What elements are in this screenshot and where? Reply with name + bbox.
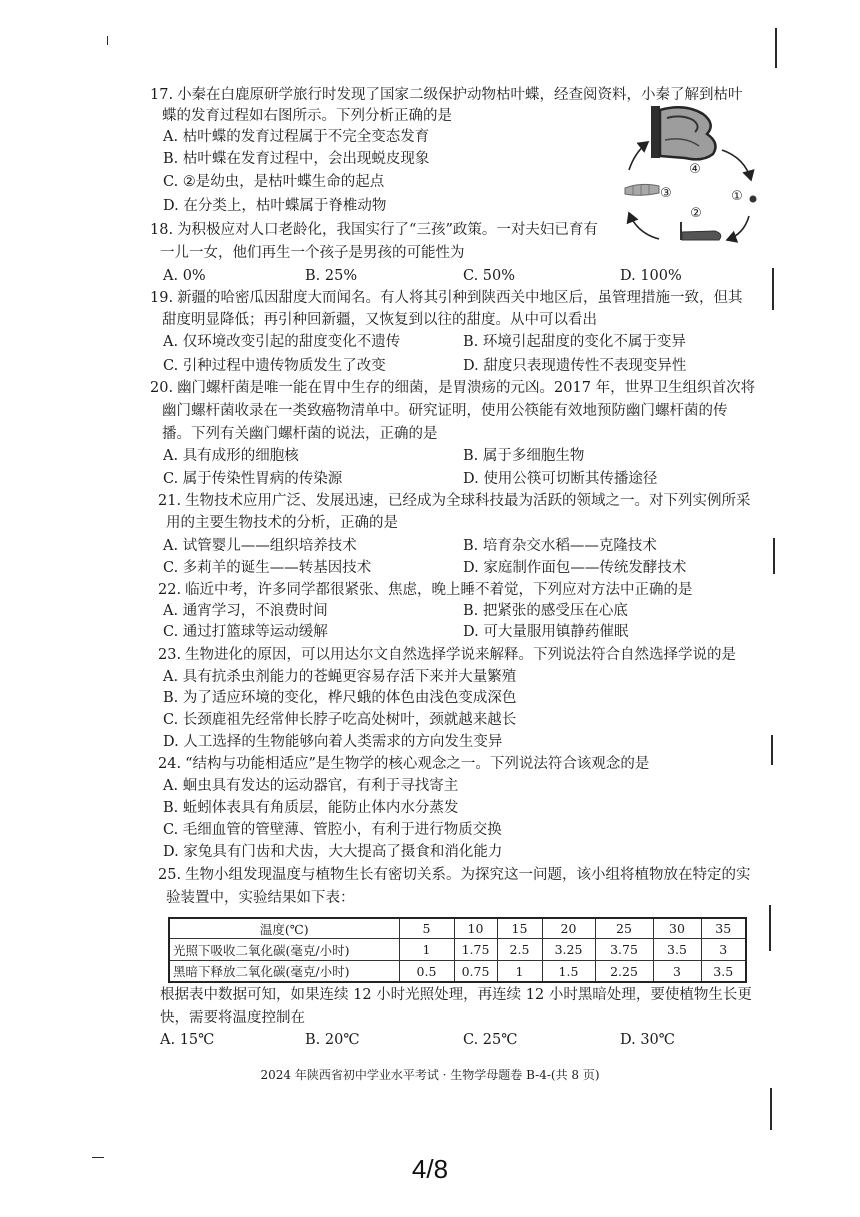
table-header-cell: 5 bbox=[399, 918, 454, 939]
stem-text: 生物小组发现温度与植物生长有密切关系。为探究这一问题，该小组将植物放在特定的实 bbox=[185, 867, 751, 883]
stem-text: 幽门螺杆菌是唯一能在胃中生存的细菌，是胃溃疡的元凶。2017 年，世界卫生组织首次将 bbox=[177, 380, 756, 396]
egg-icon bbox=[750, 196, 757, 203]
option-b[interactable]: B. 25% bbox=[305, 268, 358, 284]
option-c[interactable]: C. 属于传染性胃病的传染源 bbox=[163, 471, 343, 487]
table-header-cell: 30 bbox=[653, 918, 701, 939]
option-c[interactable]: C. 50% bbox=[463, 268, 516, 284]
temperature-co2-table bbox=[168, 917, 747, 983]
option-b[interactable]: B. 枯叶蝶在发育过程中，会出现蜕皮现象 bbox=[163, 151, 430, 167]
question-stem-line bbox=[150, 379, 755, 397]
option-a[interactable]: A. 通宵学习，不浪费时间 bbox=[163, 603, 328, 619]
scan-artifact bbox=[773, 538, 775, 574]
table-header-cell: 35 bbox=[701, 918, 746, 939]
question-stem-line bbox=[158, 866, 751, 884]
option-c[interactable]: C. 引种过程中遗传物质发生了改变 bbox=[163, 358, 386, 374]
stem-text: “结构与功能相适应”是生物学的核心观念之一。下列说法符合该观念的是 bbox=[185, 756, 650, 772]
question-stem-line bbox=[158, 581, 693, 599]
larva-icon bbox=[625, 184, 659, 196]
option-c[interactable]: C. 毛细血管的管壁薄、管腔小，有利于进行物质交换 bbox=[163, 822, 502, 838]
table-row-label: 光照下吸收二氧化碳(毫克/小时) bbox=[169, 939, 399, 961]
option-d[interactable]: D. 家兔具有门齿和犬齿，大大提高了摄食和消化能力 bbox=[163, 844, 503, 860]
question-stem-line: 根据表中数据可知，如果连续 12 小时光照处理，再连续 12 小时黑暗处理，要使植物生长更 bbox=[160, 987, 752, 1003]
table-cell: 1 bbox=[497, 961, 542, 983]
question-stem-line bbox=[150, 289, 743, 307]
pupa-icon bbox=[681, 222, 721, 240]
arrow-icon bbox=[629, 142, 648, 170]
table-cell: 1.75 bbox=[454, 939, 497, 961]
question-stem-line bbox=[150, 221, 598, 239]
life-cycle-diagram bbox=[615, 100, 775, 250]
question-number: 17. bbox=[150, 87, 174, 103]
scan-artifact bbox=[769, 905, 771, 951]
option-a[interactable]: A. 具有抗杀虫剂能力的苍蝇更容易存活下来并大量繁殖 bbox=[163, 669, 517, 685]
stage-label-4: ④ bbox=[689, 162, 701, 177]
adult-butterfly-icon bbox=[651, 106, 715, 159]
table-header-cell: 25 bbox=[595, 918, 653, 939]
question-stem-line: 甜度明显降低；再引种回新疆，又恢复到以往的甜度。从中可以看出 bbox=[162, 312, 597, 328]
scan-artifact bbox=[775, 28, 777, 68]
table-cell: 2.25 bbox=[595, 961, 653, 983]
question-number: 22. bbox=[158, 582, 182, 598]
option-b[interactable]: B. 为了适应环境的变化，桦尺蛾的体色由浅色变成深色 bbox=[163, 690, 517, 706]
stem-text: 为积极应对人口老龄化，我国实行了“三孩”政策。一对夫妇已育有 bbox=[177, 222, 598, 238]
table-row bbox=[169, 939, 746, 961]
table-header-row bbox=[169, 918, 746, 939]
option-a[interactable]: A. 具有成形的细胞核 bbox=[163, 448, 299, 464]
stem-text: 临近中考，许多同学都很紧张、焦虑，晚上睡不着觉，下列应对方法中正确的是 bbox=[185, 582, 693, 598]
scan-artifact bbox=[770, 1088, 772, 1130]
arrow-icon bbox=[727, 216, 749, 240]
option-b[interactable]: B. 20℃ bbox=[305, 1032, 360, 1048]
option-d[interactable]: D. 100% bbox=[620, 268, 682, 284]
question-stem-line: 播。下列有关幽门螺杆菌的说法，正确的是 bbox=[162, 426, 438, 442]
option-a[interactable]: A. 仅环境改变引起的甜度变化不遗传 bbox=[163, 334, 401, 350]
table-cell: 0.75 bbox=[454, 961, 497, 983]
option-c[interactable]: C. ②是幼虫，是枯叶蝶生命的起点 bbox=[163, 174, 385, 190]
option-b[interactable]: B. 把紧张的感受压在心底 bbox=[463, 603, 628, 619]
arrow-icon bbox=[629, 213, 659, 239]
question-number: 20. bbox=[150, 380, 174, 396]
option-d[interactable]: D. 在分类上，枯叶蝶属于脊椎动物 bbox=[163, 198, 387, 214]
option-c[interactable]: C. 25℃ bbox=[463, 1032, 518, 1048]
question-stem-line: 一儿一女，他们再生一个孩子是男孩的可能性为 bbox=[160, 245, 465, 261]
option-c[interactable]: C. 多莉羊的诞生——转基因技术 bbox=[163, 560, 372, 576]
option-d[interactable]: D. 家庭制作面包——传统发酵技术 bbox=[463, 560, 687, 576]
option-c[interactable]: C. 长颈鹿祖先经常伸长脖子吃高处树叶，颈就越来越长 bbox=[163, 712, 517, 728]
table-cell: 1.5 bbox=[542, 961, 595, 983]
stem-text: 新疆的哈密瓜因甜度大而闻名。有人将其引种到陕西关中地区后，虽管理措施一致，但其 bbox=[177, 290, 743, 306]
table-cell: 3 bbox=[701, 939, 746, 961]
table-cell: 3.5 bbox=[701, 961, 746, 983]
stem-text: 生物技术应用广泛、发展迅速，已经成为全球科技最为活跃的领域之一。对下列实例所采 bbox=[185, 493, 751, 509]
arrow-icon bbox=[722, 150, 751, 180]
table-header-cell: 温度(℃) bbox=[169, 918, 399, 939]
question-number: 21. bbox=[158, 493, 182, 509]
question-stem-line: 快，需要将温度控制在 bbox=[160, 1010, 305, 1026]
question-number: 18. bbox=[150, 222, 174, 238]
option-b[interactable]: B. 属于多细胞生物 bbox=[463, 448, 585, 464]
option-d[interactable]: D. 甜度只表现遗传性不表现变异性 bbox=[463, 358, 687, 374]
table-header-cell: 20 bbox=[542, 918, 595, 939]
option-b[interactable]: B. 培育杂交水稻——克隆技术 bbox=[463, 538, 657, 554]
option-d[interactable]: D. 使用公筷可切断其传播途径 bbox=[463, 471, 658, 487]
question-number: 19. bbox=[150, 290, 174, 306]
table-cell: 3.75 bbox=[595, 939, 653, 961]
option-c[interactable]: C. 通过打篮球等运动缓解 bbox=[163, 624, 328, 640]
table-header-cell: 10 bbox=[454, 918, 497, 939]
table-cell: 3 bbox=[653, 961, 701, 983]
question-stem-line: 用的主要生物技术的分析，正确的是 bbox=[166, 515, 398, 531]
option-d[interactable]: D. 可大量服用镇静药催眠 bbox=[463, 624, 629, 640]
stage-label-2: ② bbox=[690, 206, 702, 221]
stem-text: 小秦在白鹿原研学旅行时发现了国家二级保护动物枯叶蝶，经查阅资料，小秦了解到枯叶 bbox=[177, 87, 743, 103]
option-d[interactable]: D. 30℃ bbox=[620, 1032, 675, 1048]
question-stem-line bbox=[158, 755, 649, 773]
option-a[interactable]: A. 蛔虫具有发达的运动器官，有利于寻找寄主 bbox=[163, 778, 459, 794]
table-row bbox=[169, 961, 746, 983]
page-number: 4/8 bbox=[411, 1154, 449, 1184]
option-b[interactable]: B. 环境引起甜度的变化不属于变异 bbox=[463, 334, 686, 350]
scan-artifact bbox=[107, 36, 108, 45]
question-stem-line: 验装置中，实验结果如下表： bbox=[166, 890, 355, 906]
stage-label-1: ① bbox=[731, 189, 743, 204]
table-cell: 2.5 bbox=[497, 939, 542, 961]
table-header-cell: 15 bbox=[497, 918, 542, 939]
scan-artifact bbox=[771, 735, 773, 765]
option-a[interactable]: A. 枯叶蝶的发育过程属于不完全变态发育 bbox=[163, 129, 430, 145]
question-stem-line bbox=[158, 492, 751, 510]
option-d[interactable]: D. 人工选择的生物能够向着人类需求的方向发生变异 bbox=[163, 734, 503, 750]
page-footer: 2024 年陕西省初中学业水平考试 · 生物学母题卷 B-4-(共 8 页) bbox=[260, 1068, 600, 1082]
question-stem-line: 蝶的发育过程如右图所示。下列分析正确的是 bbox=[162, 108, 452, 124]
option-a[interactable]: A. 15℃ bbox=[160, 1032, 215, 1048]
scan-artifact bbox=[772, 268, 774, 310]
table-cell: 0.5 bbox=[399, 961, 454, 983]
table-row-label: 黑暗下释放二氧化碳(毫克/小时) bbox=[169, 961, 399, 983]
table-cell: 1 bbox=[399, 939, 454, 961]
table-cell: 3.25 bbox=[542, 939, 595, 961]
option-a[interactable]: A. 试管婴儿——组织培养技术 bbox=[163, 538, 357, 554]
option-a[interactable]: A. 0% bbox=[163, 268, 206, 284]
stem-text: 生物进化的原因，可以用达尔文自然选择学说来解释。下列说法符合自然选择学说的是 bbox=[185, 647, 737, 663]
table-cell: 3.5 bbox=[653, 939, 701, 961]
question-number: 25. bbox=[158, 867, 182, 883]
question-stem-line bbox=[158, 646, 736, 664]
stage-label-3: ③ bbox=[660, 186, 672, 201]
question-number: 23. bbox=[158, 647, 182, 663]
option-b[interactable]: B. 蚯蚓体表具有角质层，能防止体内水分蒸发 bbox=[163, 800, 459, 816]
question-number: 24. bbox=[158, 756, 182, 772]
question-stem-line: 幽门螺杆菌收录在一类致癌物清单中。研究证明，使用公筷能有效地预防幽门螺杆菌的传 bbox=[162, 403, 728, 419]
